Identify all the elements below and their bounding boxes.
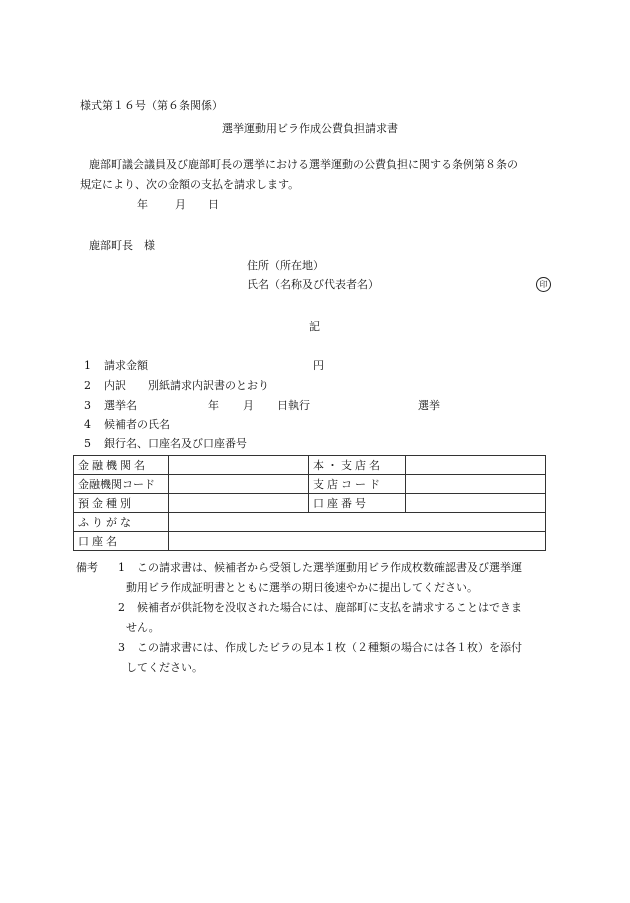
item-3-day-exec: 日執行 bbox=[277, 399, 310, 412]
ki-heading: 記 bbox=[309, 320, 320, 333]
institution-code-field[interactable] bbox=[169, 475, 309, 494]
note-1-line-2: 動用ビラ作成証明書とともに選挙の期日後速やかに提出してください。 bbox=[126, 581, 478, 594]
item-4-label: 候補者の氏名 bbox=[104, 418, 170, 431]
note-3-line-1: この請求書には、作成したビラの見本１枚（２種類の場合には各１枚）を添付 bbox=[137, 641, 522, 654]
item-3-label: 選挙名 bbox=[104, 399, 137, 412]
form-number: 様式第１６号（第６条関係） bbox=[80, 99, 223, 112]
note-2-number: 2 bbox=[118, 601, 125, 614]
date-month-label: 月 bbox=[175, 198, 186, 211]
item-2-number: 2 bbox=[84, 379, 91, 392]
document-title: 選挙運動用ビラ作成公費負担請求書 bbox=[222, 122, 398, 135]
item-3-month: 月 bbox=[243, 399, 254, 412]
note-2-line-2: せん。 bbox=[126, 621, 160, 634]
item-5-label: 銀行名、口座名及び口座番号 bbox=[104, 437, 247, 450]
request-paragraph-line-2: 規定により、次の金額の支払を請求します。 bbox=[80, 178, 300, 191]
seal-mark: 印 bbox=[536, 277, 551, 292]
date-year-label: 年 bbox=[137, 198, 148, 211]
institution-name-field[interactable] bbox=[169, 456, 309, 475]
account-name-label: 口座名 bbox=[74, 532, 169, 551]
item-1-label: 請求金額 bbox=[104, 359, 148, 372]
item-1-unit: 円 bbox=[313, 359, 324, 372]
deposit-type-field[interactable] bbox=[169, 494, 309, 513]
item-1-number: 1 bbox=[84, 359, 91, 372]
item-3-number: 3 bbox=[84, 399, 91, 412]
table-row bbox=[74, 494, 546, 513]
table-row bbox=[74, 475, 546, 494]
request-paragraph-line-1: 鹿部町議会議員及び鹿部町長の選挙における選挙運動の公費負担に関する条例第８条の bbox=[89, 158, 518, 171]
furigana-label: ふりがな bbox=[74, 513, 169, 532]
addressee: 鹿部町長 様 bbox=[89, 239, 155, 252]
table-row bbox=[74, 456, 546, 475]
branch-code-field[interactable] bbox=[406, 475, 546, 494]
item-3-year: 年 bbox=[208, 399, 219, 412]
bank-account-table bbox=[73, 455, 546, 551]
note-1-number: 1 bbox=[118, 561, 125, 574]
account-name-field[interactable] bbox=[169, 532, 546, 551]
item-2-label: 内訳 bbox=[104, 379, 126, 392]
item-2-detail: 別紙請求内訳書のとおり bbox=[148, 379, 269, 392]
note-2-line-1: 候補者が供託物を没収された場合には、鹿部町に支払を請求することはできま bbox=[137, 601, 522, 614]
branch-code-label: 支店コード bbox=[309, 475, 406, 494]
item-5-number: 5 bbox=[84, 437, 91, 450]
item-3-suffix: 選挙 bbox=[418, 399, 440, 412]
note-3-line-2: してください。 bbox=[126, 661, 203, 674]
date-day-label: 日 bbox=[208, 198, 219, 211]
name-label: 氏名（名称及び代表者名） bbox=[247, 278, 379, 291]
account-number-label: 口座番号 bbox=[309, 494, 406, 513]
institution-name-label: 金融機関名 bbox=[74, 456, 169, 475]
branch-name-label: 本・支店名 bbox=[309, 456, 406, 475]
notes-heading: 備考 bbox=[76, 561, 98, 574]
account-number-field[interactable] bbox=[406, 494, 546, 513]
institution-code-label: 金融機関コード bbox=[74, 475, 169, 494]
note-1-line-1: この請求書は、候補者から受領した選挙運動用ビラ作成枚数確認書及び選挙運 bbox=[137, 561, 522, 574]
item-4-number: 4 bbox=[84, 418, 91, 431]
address-label: 住所（所在地） bbox=[247, 259, 324, 272]
branch-name-field[interactable] bbox=[406, 456, 546, 475]
note-3-number: 3 bbox=[118, 641, 125, 654]
table-row bbox=[74, 513, 546, 532]
furigana-field[interactable] bbox=[169, 513, 546, 532]
table-row bbox=[74, 532, 546, 551]
deposit-type-label: 預金種別 bbox=[74, 494, 169, 513]
